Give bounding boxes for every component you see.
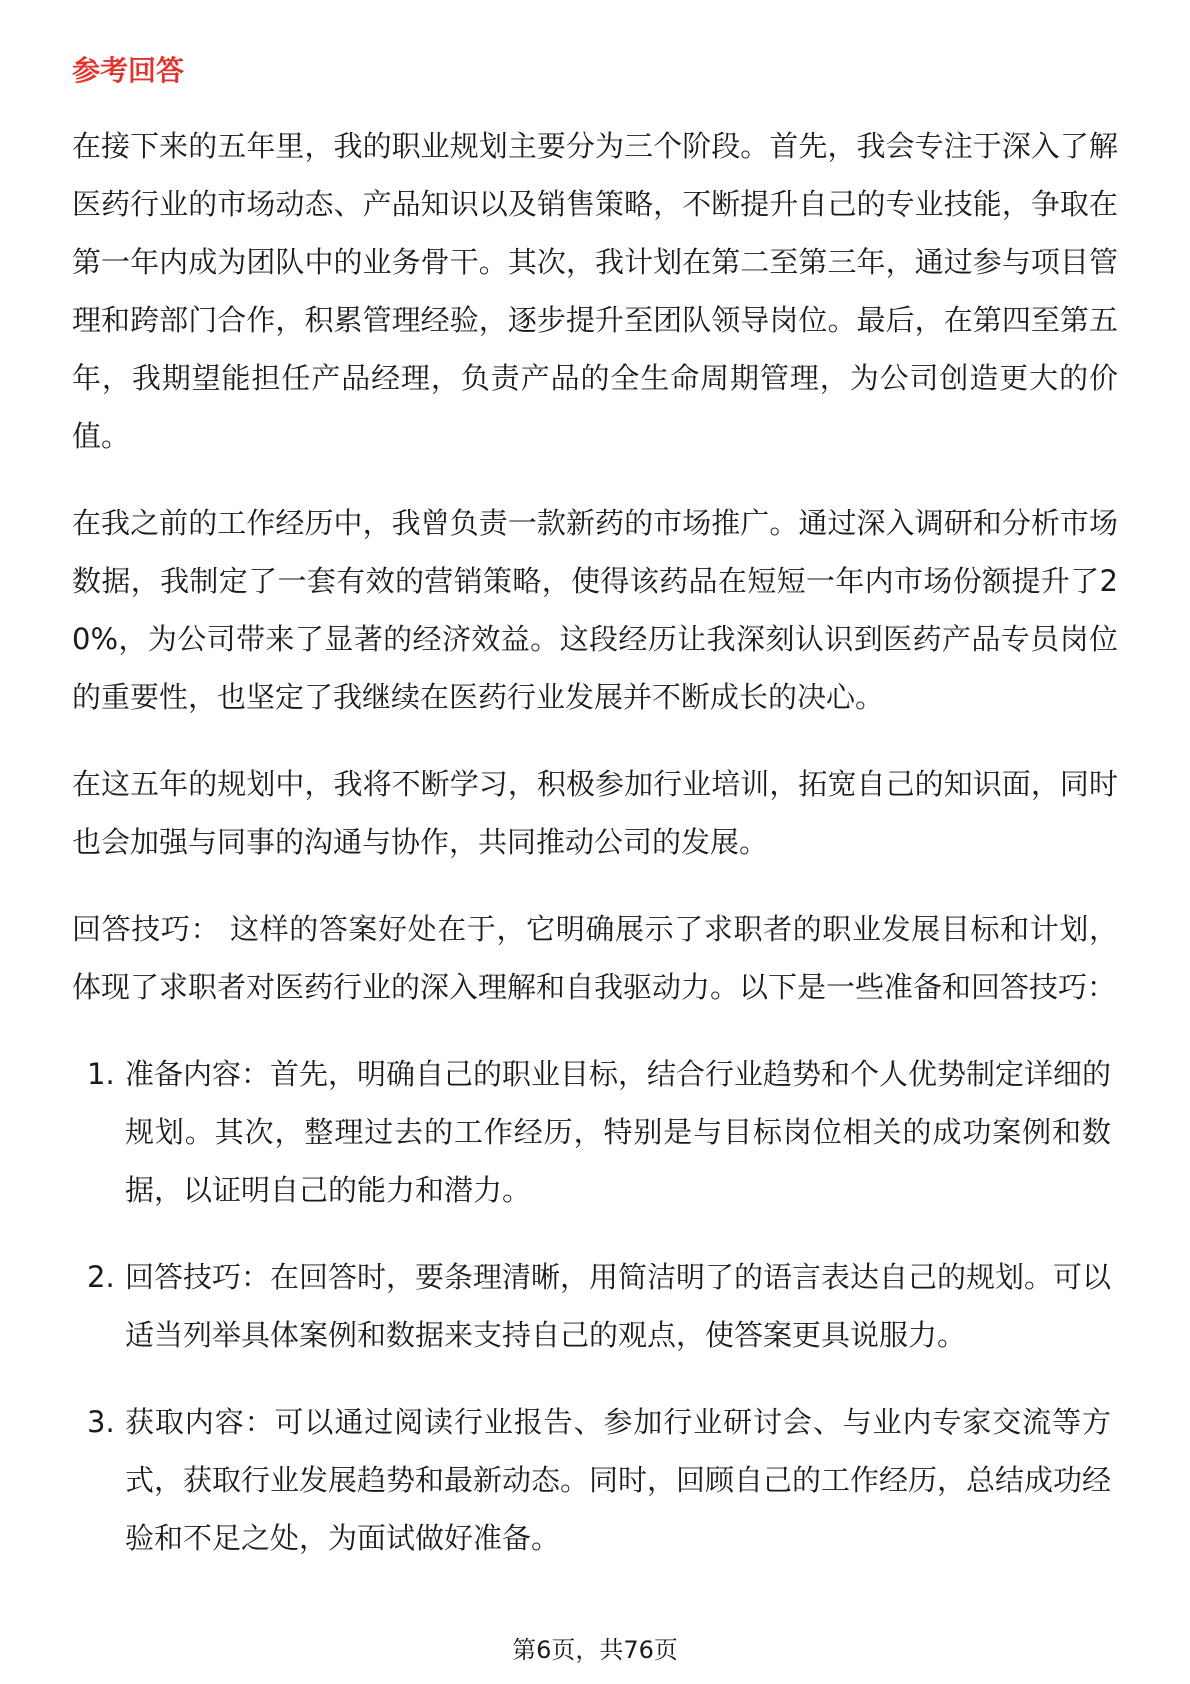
tips-list-text: 获取内容：可以通过阅读行业报告、参加行业研讨会、与业内专家交流等方式，获取行业发展趋势和最新动态。同时，回顾自己的工作经历，总结成功经验和不足之处，为面试做好准备。 <box>125 1405 1112 1555</box>
tips-list-number: 3. <box>87 1405 115 1439</box>
tips-list <box>72 1045 1118 1567</box>
answer-tips-intro: 回答技巧： 这样的答案好处在于，它明确展示了求职者的职业发展目标和计划，体现了求职者对医药行业的深入理解和自我驱动力。以下是一些准备和回答技巧： <box>72 912 1118 1004</box>
tips-list-item <box>72 1393 1118 1567</box>
answer-paragraph-learning: 在这五年的规划中，我将不断学习，积极参加行业培训，拓宽自己的知识面，同时也会加强与同事的沟通与协作，共同推动公司的发展。 <box>72 767 1118 859</box>
page-number-footer: 第6页，共76页 <box>512 1636 678 1664</box>
tips-list-item <box>72 1045 1118 1219</box>
tips-list-number: 2. <box>87 1260 115 1294</box>
tips-list-number: 1. <box>87 1057 115 1091</box>
answer-paragraph-plan: 在接下来的五年里，我的职业规划主要分为三个阶段。首先，我会专注于深入了解医药行业的市场动态、产品知识以及销售策略，不断提升自己的专业技能，争取在第一年内成为团队中的业务骨干。其次，我计划在第二至第三年，通过参与项目管理和跨部门合作，积累管理经验，逐步提升至团队领导岗位。最后，在第四至第五年，我期望能担任产品经理，负责产品的全生命周期管理，为公司创造更大的价值。 <box>72 129 1118 453</box>
tips-list-text: 回答技巧：在回答时，要条理清晰，用简洁明了的语言表达自己的规划。可以适当列举具体案例和数据来支持自己的观点，使答案更具说服力。 <box>125 1260 1112 1352</box>
tips-list-item <box>72 1248 1118 1364</box>
section-heading: 参考回答 <box>72 54 185 87</box>
answer-paragraph-experience: 在我之前的工作经历中，我曾负责一款新药的市场推广。通过深入调研和分析市场数据，我制定了一套有效的营销策略，使得该药品在短短一年内市场份额提升了20%，为公司带来了显著的经济效益。这段经历让我深刻认识到医药产品专员岗位的重要性，也坚定了我继续在医药行业发展并不断成长的决心。 <box>72 506 1118 714</box>
document-body <box>72 42 1118 1596</box>
tips-list-text: 准备内容：首先，明确自己的职业目标，结合行业趋势和个人优势制定详细的规划。其次，整理过去的工作经历，特别是与目标岗位相关的成功案例和数据，以证明自己的能力和潜力。 <box>125 1057 1112 1207</box>
